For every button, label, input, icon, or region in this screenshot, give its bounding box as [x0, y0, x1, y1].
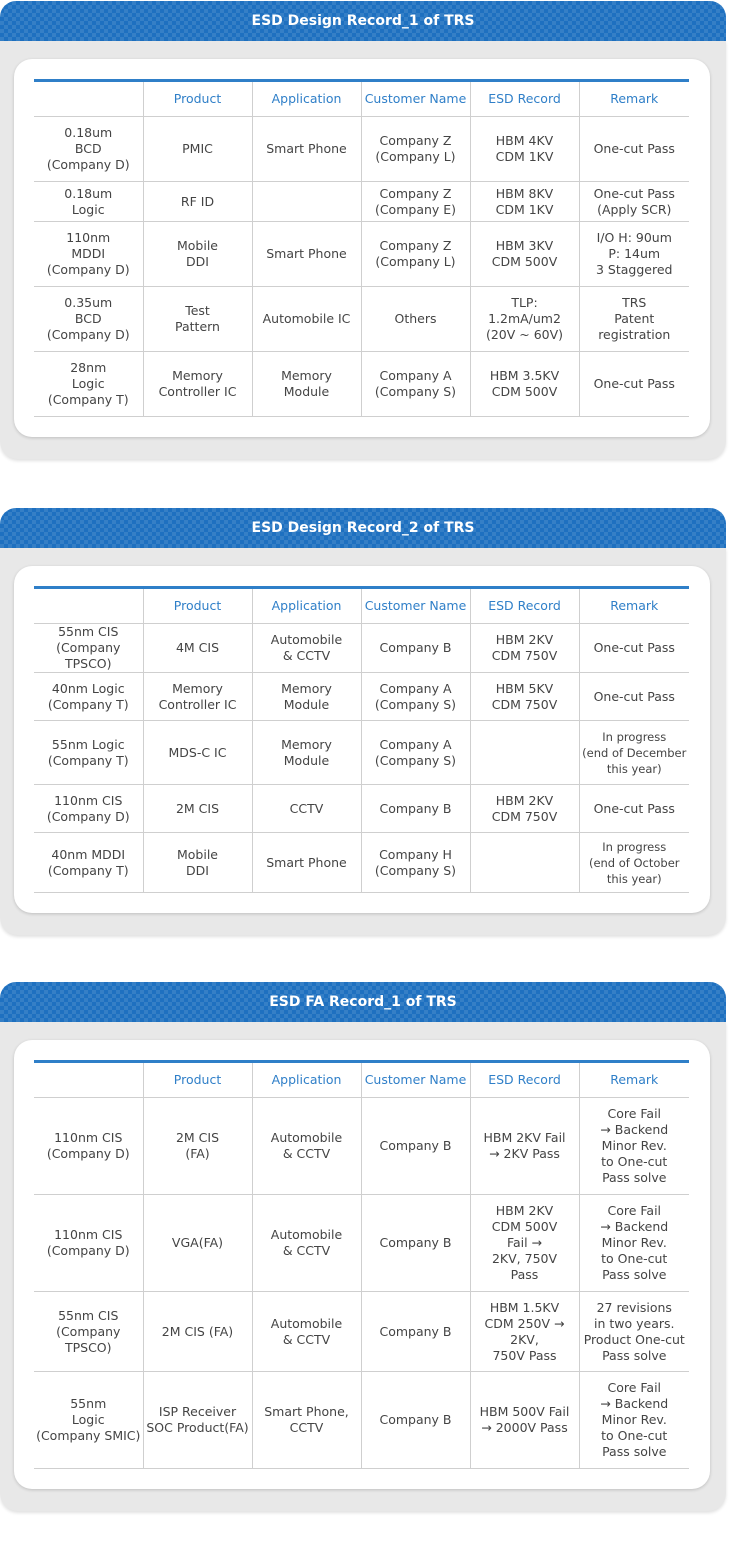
table-row [34, 1372, 689, 1469]
cell-application: Memory Module [252, 721, 361, 785]
cell-esd-record [470, 833, 579, 893]
cell-process: 110nm MDDI (Company D) [34, 222, 143, 287]
cell-application: CCTV [252, 785, 361, 833]
cell-remark: One-cut Pass [579, 673, 689, 721]
cell-customer: Company B [361, 1292, 470, 1372]
cell-process: 0.35um BCD (Company D) [34, 287, 143, 352]
table-row [34, 352, 689, 417]
esd-record-table [34, 586, 689, 893]
cell-product: Mobile DDI [143, 833, 252, 893]
cell-application: Automobile IC [252, 287, 361, 352]
cell-customer: Company Z (Company E) [361, 182, 470, 222]
cell-process: 40nm Logic (Company T) [34, 673, 143, 721]
cell-process: 28nm Logic (Company T) [34, 352, 143, 417]
cell-process: 55nm Logic (Company SMIC) [34, 1372, 143, 1469]
cell-application: Memory Module [252, 673, 361, 721]
cell-product: Memory Controller IC [143, 673, 252, 721]
cell-customer: Company Z (Company L) [361, 117, 470, 182]
table-row [34, 1098, 689, 1195]
cell-esd-record [470, 721, 579, 785]
cell-product: Mobile DDI [143, 222, 252, 287]
column-header-process [34, 1062, 143, 1098]
cell-process: 110nm CIS (Company D) [34, 1098, 143, 1195]
cell-esd-record: HBM 2KV CDM 500V Fail → 2KV, 750V Pass [470, 1195, 579, 1292]
cell-remark: One-cut Pass [579, 117, 689, 182]
cell-esd-record: HBM 4KV CDM 1KV [470, 117, 579, 182]
cell-application: Automobile & CCTV [252, 1195, 361, 1292]
column-header-customer: Customer Name [361, 1062, 470, 1098]
cell-customer: Company H (Company S) [361, 833, 470, 893]
cell-customer: Company A (Company S) [361, 352, 470, 417]
table-card [14, 566, 710, 913]
table-header-row [34, 588, 689, 624]
cell-customer: Company B [361, 624, 470, 673]
cell-process: 110nm CIS (Company D) [34, 785, 143, 833]
section-panel [0, 41, 726, 459]
cell-customer: Company B [361, 1195, 470, 1292]
column-header-esd-record: ESD Record [470, 588, 579, 624]
cell-esd-record: TLP: 1.2mA/um2 (20V ~ 60V) [470, 287, 579, 352]
cell-application: Automobile & CCTV [252, 624, 361, 673]
cell-process: 55nm CIS (Company TPSCO) [34, 1292, 143, 1372]
cell-remark: One-cut Pass [579, 352, 689, 417]
cell-product: MDS-C IC [143, 721, 252, 785]
cell-process: 40nm MDDI (Company T) [34, 833, 143, 893]
table-header-row [34, 81, 689, 117]
cell-remark: I/O H: 90um P: 14um 3 Staggered [579, 222, 689, 287]
cell-esd-record: HBM 500V Fail → 2000V Pass [470, 1372, 579, 1469]
column-header-customer: Customer Name [361, 588, 470, 624]
cell-esd-record: HBM 3.5KV CDM 500V [470, 352, 579, 417]
column-header-process [34, 81, 143, 117]
column-header-esd-record: ESD Record [470, 81, 579, 117]
cell-product: 4M CIS [143, 624, 252, 673]
cell-esd-record: HBM 8KV CDM 1KV [470, 182, 579, 222]
cell-product: Test Pattern [143, 287, 252, 352]
cell-process: 110nm CIS (Company D) [34, 1195, 143, 1292]
cell-product: 2M CIS (FA) [143, 1292, 252, 1372]
cell-product: 2M CIS (FA) [143, 1098, 252, 1195]
cell-customer: Company B [361, 1098, 470, 1195]
cell-application: Automobile & CCTV [252, 1098, 361, 1195]
column-header-remark: Remark [579, 1062, 689, 1098]
cell-esd-record: HBM 2KV CDM 750V [470, 785, 579, 833]
cell-application [252, 182, 361, 222]
cell-product: VGA(FA) [143, 1195, 252, 1292]
table-row [34, 1195, 689, 1292]
cell-application: Smart Phone [252, 833, 361, 893]
cell-remark: Core Fail → Backend Minor Rev. to One-cut Pass solve [579, 1372, 689, 1469]
cell-customer: Company A (Company S) [361, 673, 470, 721]
table-row [34, 785, 689, 833]
cell-remark: TRS Patent registration [579, 287, 689, 352]
cell-application: Smart Phone [252, 117, 361, 182]
esd-record-table [34, 1060, 689, 1469]
column-header-application: Application [252, 1062, 361, 1098]
column-header-product: Product [143, 1062, 252, 1098]
column-header-application: Application [252, 588, 361, 624]
column-header-process [34, 588, 143, 624]
cell-esd-record: HBM 5KV CDM 750V [470, 673, 579, 721]
cell-remark: One-cut Pass (Apply SCR) [579, 182, 689, 222]
column-header-customer: Customer Name [361, 81, 470, 117]
table-row [34, 624, 689, 673]
section-title-banner: ESD Design Record_1 of TRS [0, 1, 726, 41]
table-row [34, 673, 689, 721]
table-header-row [34, 1062, 689, 1098]
cell-process: 0.18um BCD (Company D) [34, 117, 143, 182]
table-row [34, 222, 689, 287]
cell-product: ISP Receiver SOC Product(FA) [143, 1372, 252, 1469]
column-header-application: Application [252, 81, 361, 117]
cell-application: Smart Phone [252, 222, 361, 287]
section-panel [0, 548, 726, 935]
cell-customer: Company Z (Company L) [361, 222, 470, 287]
cell-remark: Core Fail → Backend Minor Rev. to One-cut Pass solve [579, 1195, 689, 1292]
cell-esd-record: HBM 3KV CDM 500V [470, 222, 579, 287]
column-header-remark: Remark [579, 81, 689, 117]
column-header-product: Product [143, 81, 252, 117]
cell-remark: One-cut Pass [579, 785, 689, 833]
table-card [14, 1040, 710, 1489]
cell-product: RF ID [143, 182, 252, 222]
cell-esd-record: HBM 1.5KV CDM 250V → 2KV, 750V Pass [470, 1292, 579, 1372]
cell-remark: In progress (end of October this year) [579, 833, 689, 893]
table-row [34, 182, 689, 222]
table-row [34, 833, 689, 893]
cell-process: 0.18um Logic [34, 182, 143, 222]
cell-customer: Company B [361, 1372, 470, 1469]
cell-remark: One-cut Pass [579, 624, 689, 673]
column-header-esd-record: ESD Record [470, 1062, 579, 1098]
cell-customer: Others [361, 287, 470, 352]
section-panel [0, 1022, 726, 1511]
table-card [14, 59, 710, 437]
cell-product: PMIC [143, 117, 252, 182]
table-row [34, 1292, 689, 1372]
section-title-banner: ESD Design Record_2 of TRS [0, 508, 726, 548]
section-title-banner: ESD FA Record_1 of TRS [0, 982, 726, 1022]
section-design-record-1 [0, 1, 726, 459]
section-fa-record-1 [0, 982, 726, 1511]
cell-process: 55nm Logic (Company T) [34, 721, 143, 785]
table-row [34, 287, 689, 352]
cell-application: Automobile & CCTV [252, 1292, 361, 1372]
cell-remark: In progress (end of December this year) [579, 721, 689, 785]
cell-process: 55nm CIS (Company TPSCO) [34, 624, 143, 673]
esd-record-table [34, 79, 689, 417]
cell-application: Memory Module [252, 352, 361, 417]
table-row [34, 721, 689, 785]
section-design-record-2 [0, 508, 726, 935]
cell-esd-record: HBM 2KV CDM 750V [470, 624, 579, 673]
column-header-product: Product [143, 588, 252, 624]
cell-product: 2M CIS [143, 785, 252, 833]
table-row [34, 117, 689, 182]
cell-remark: 27 revisions in two years. Product One-cut Pass solve [579, 1292, 689, 1372]
cell-customer: Company B [361, 785, 470, 833]
cell-application: Smart Phone, CCTV [252, 1372, 361, 1469]
cell-customer: Company A (Company S) [361, 721, 470, 785]
cell-esd-record: HBM 2KV Fail → 2KV Pass [470, 1098, 579, 1195]
column-header-remark: Remark [579, 588, 689, 624]
cell-remark: Core Fail → Backend Minor Rev. to One-cut Pass solve [579, 1098, 689, 1195]
cell-product: Memory Controller IC [143, 352, 252, 417]
